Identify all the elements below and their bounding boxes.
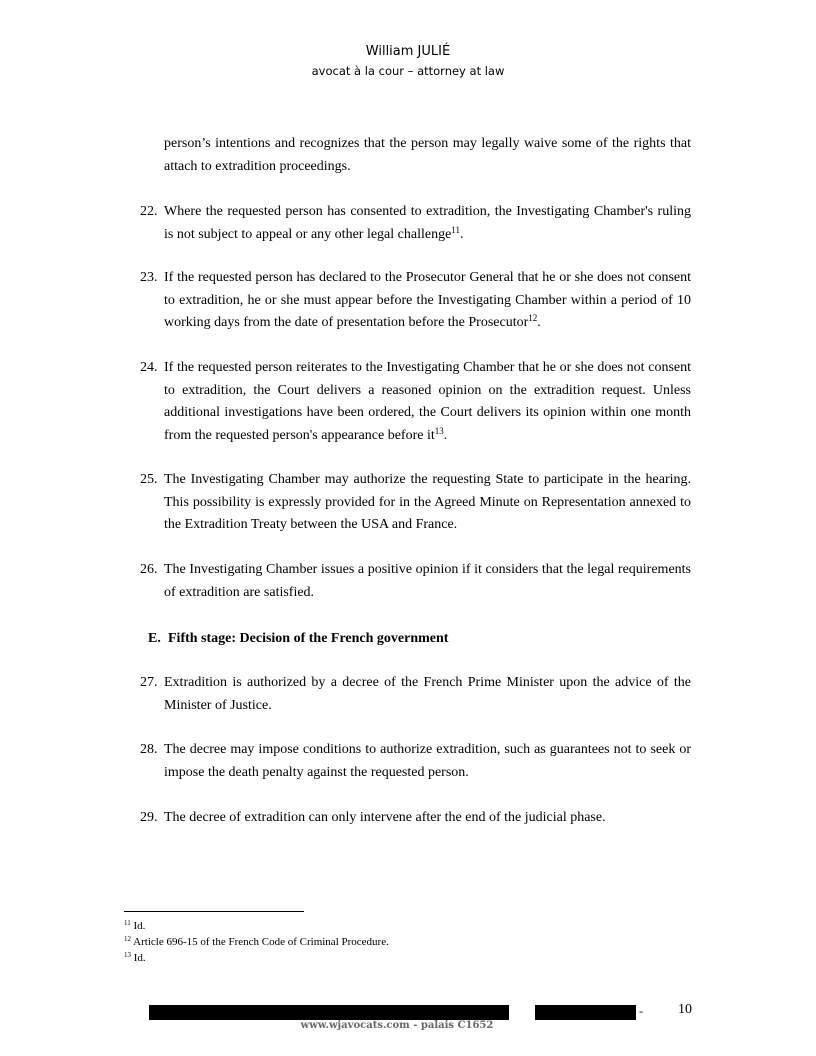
footnote-number: 11 <box>124 919 131 927</box>
footer-dash: - <box>639 1004 643 1018</box>
footnote-ref: 11 <box>451 224 460 235</box>
footnote-text: Id. <box>133 952 146 964</box>
continuation-paragraph: person’s intentions and recognizes that the person may legally waive some of the rights that attach to extradition proceedings. <box>164 136 691 174</box>
author-name: William JULIÉ <box>365 44 451 59</box>
footnote-number: 13 <box>124 951 131 959</box>
list-item-25 <box>140 469 691 537</box>
list-item-22: 22. Where the requested person has consented to extradition, the Investigating Chamber's ruling is not subject to appeal or any other legal challenge$^{11}$. <box>164 201 691 246</box>
footnote-ref: 12 <box>528 313 538 323</box>
list-item-23: 23. If the requested person has declared to the Prosecutor General that he or she does not consent to extradition, he or she must appear before the Investigating Chamber within a period of 10 working days from the date of presentation before the Prosecutor$^{12}$. <box>164 267 691 335</box>
section-title: Fifth stage: Decision of the French government <box>168 631 449 646</box>
footnote-11 <box>124 918 684 934</box>
item-number: 25. <box>140 472 158 487</box>
item-text: The Investigating Chamber may authorize the requesting State to participate in the hearing. This possibility is expressly provided for in the Agreed Minute on Representation annexed to the Extradition Treaty between the USA and France. <box>164 472 691 532</box>
footnote-13 <box>124 950 684 966</box>
item-text: The decree may impose conditions to authorize extradition, such as guarantees not to seek or impose the death penalty against the requested person. <box>164 742 691 780</box>
author-title: avocat à la cour – attorney at law <box>311 64 505 78</box>
list-item-24: 24. If the requested person reiterates to the Investigating Chamber that he or she does not consent to extradition, the Court delivers a reasoned opinion on the extradition request. Unless additional investigations have been ordered, the Court delivers its opinion within one month from the requested person's appearance before $it^{13}$. <box>164 357 691 447</box>
list-item-26 <box>140 559 691 604</box>
item-text: Extradition is authorized by a decree of the French Prime Minister upon the advice of the Minister of Justice. <box>164 675 691 713</box>
footnote-12 <box>124 934 684 950</box>
redaction-bar <box>149 1005 509 1020</box>
footnote-number: 12 <box>124 935 131 943</box>
redaction-bar <box>535 1005 636 1020</box>
footnote-ref: 13 <box>434 425 444 436</box>
letterhead <box>0 42 816 80</box>
footnotes <box>124 918 684 966</box>
item-text: The decree of extradition can only intervene after the end of the judicial phase. <box>164 810 606 825</box>
item-number: 22. <box>140 204 158 219</box>
footnote-text: Article 696-15 of the French Code of Criminal Procedure. <box>133 936 389 948</box>
page-number: 10 <box>678 1002 692 1017</box>
item-number: 27. <box>140 675 158 690</box>
item-number: 26. <box>140 562 158 577</box>
list-item-29 <box>140 807 691 830</box>
item-number: 29. <box>140 810 158 825</box>
list-item-27 <box>140 672 691 717</box>
item-number: 28. <box>140 742 158 757</box>
footnote-separator <box>124 911 304 912</box>
list-item-28 <box>140 739 691 784</box>
footnote-text: Id. <box>133 920 146 932</box>
section-letter: E. <box>148 631 161 646</box>
footer-website: www.wjavocats.com - palais C1652 <box>300 1020 494 1031</box>
item-number: 24. <box>140 360 158 375</box>
item-text: If the requested person has declared to the Prosecutor General that he or she does not consent to extradition, he or she must appear before the Investigating Chamber within a period of 10 working days from the date of presentation before the Prosecutor <box>164 270 691 330</box>
section-heading <box>148 628 448 650</box>
item-text: Where the requested person has consented to extradition, the Investigating Chamber's ruling is not subject to appeal or any other legal challenge <box>164 204 691 242</box>
item-text: The Investigating Chamber issues a positive opinion if it considers that the legal requirements of extradition are satisfied. <box>164 562 691 600</box>
item-number: 23. <box>140 270 158 285</box>
item-text: If the requested person reiterates to the Investigating Chamber that he or she does not consent to extradition, the Court delivers a reasoned opinion on the extradition request. Unless additional investigations have been ordered, the Court delivers its opinion within one month from the requested person's appearance before it <box>164 360 691 443</box>
